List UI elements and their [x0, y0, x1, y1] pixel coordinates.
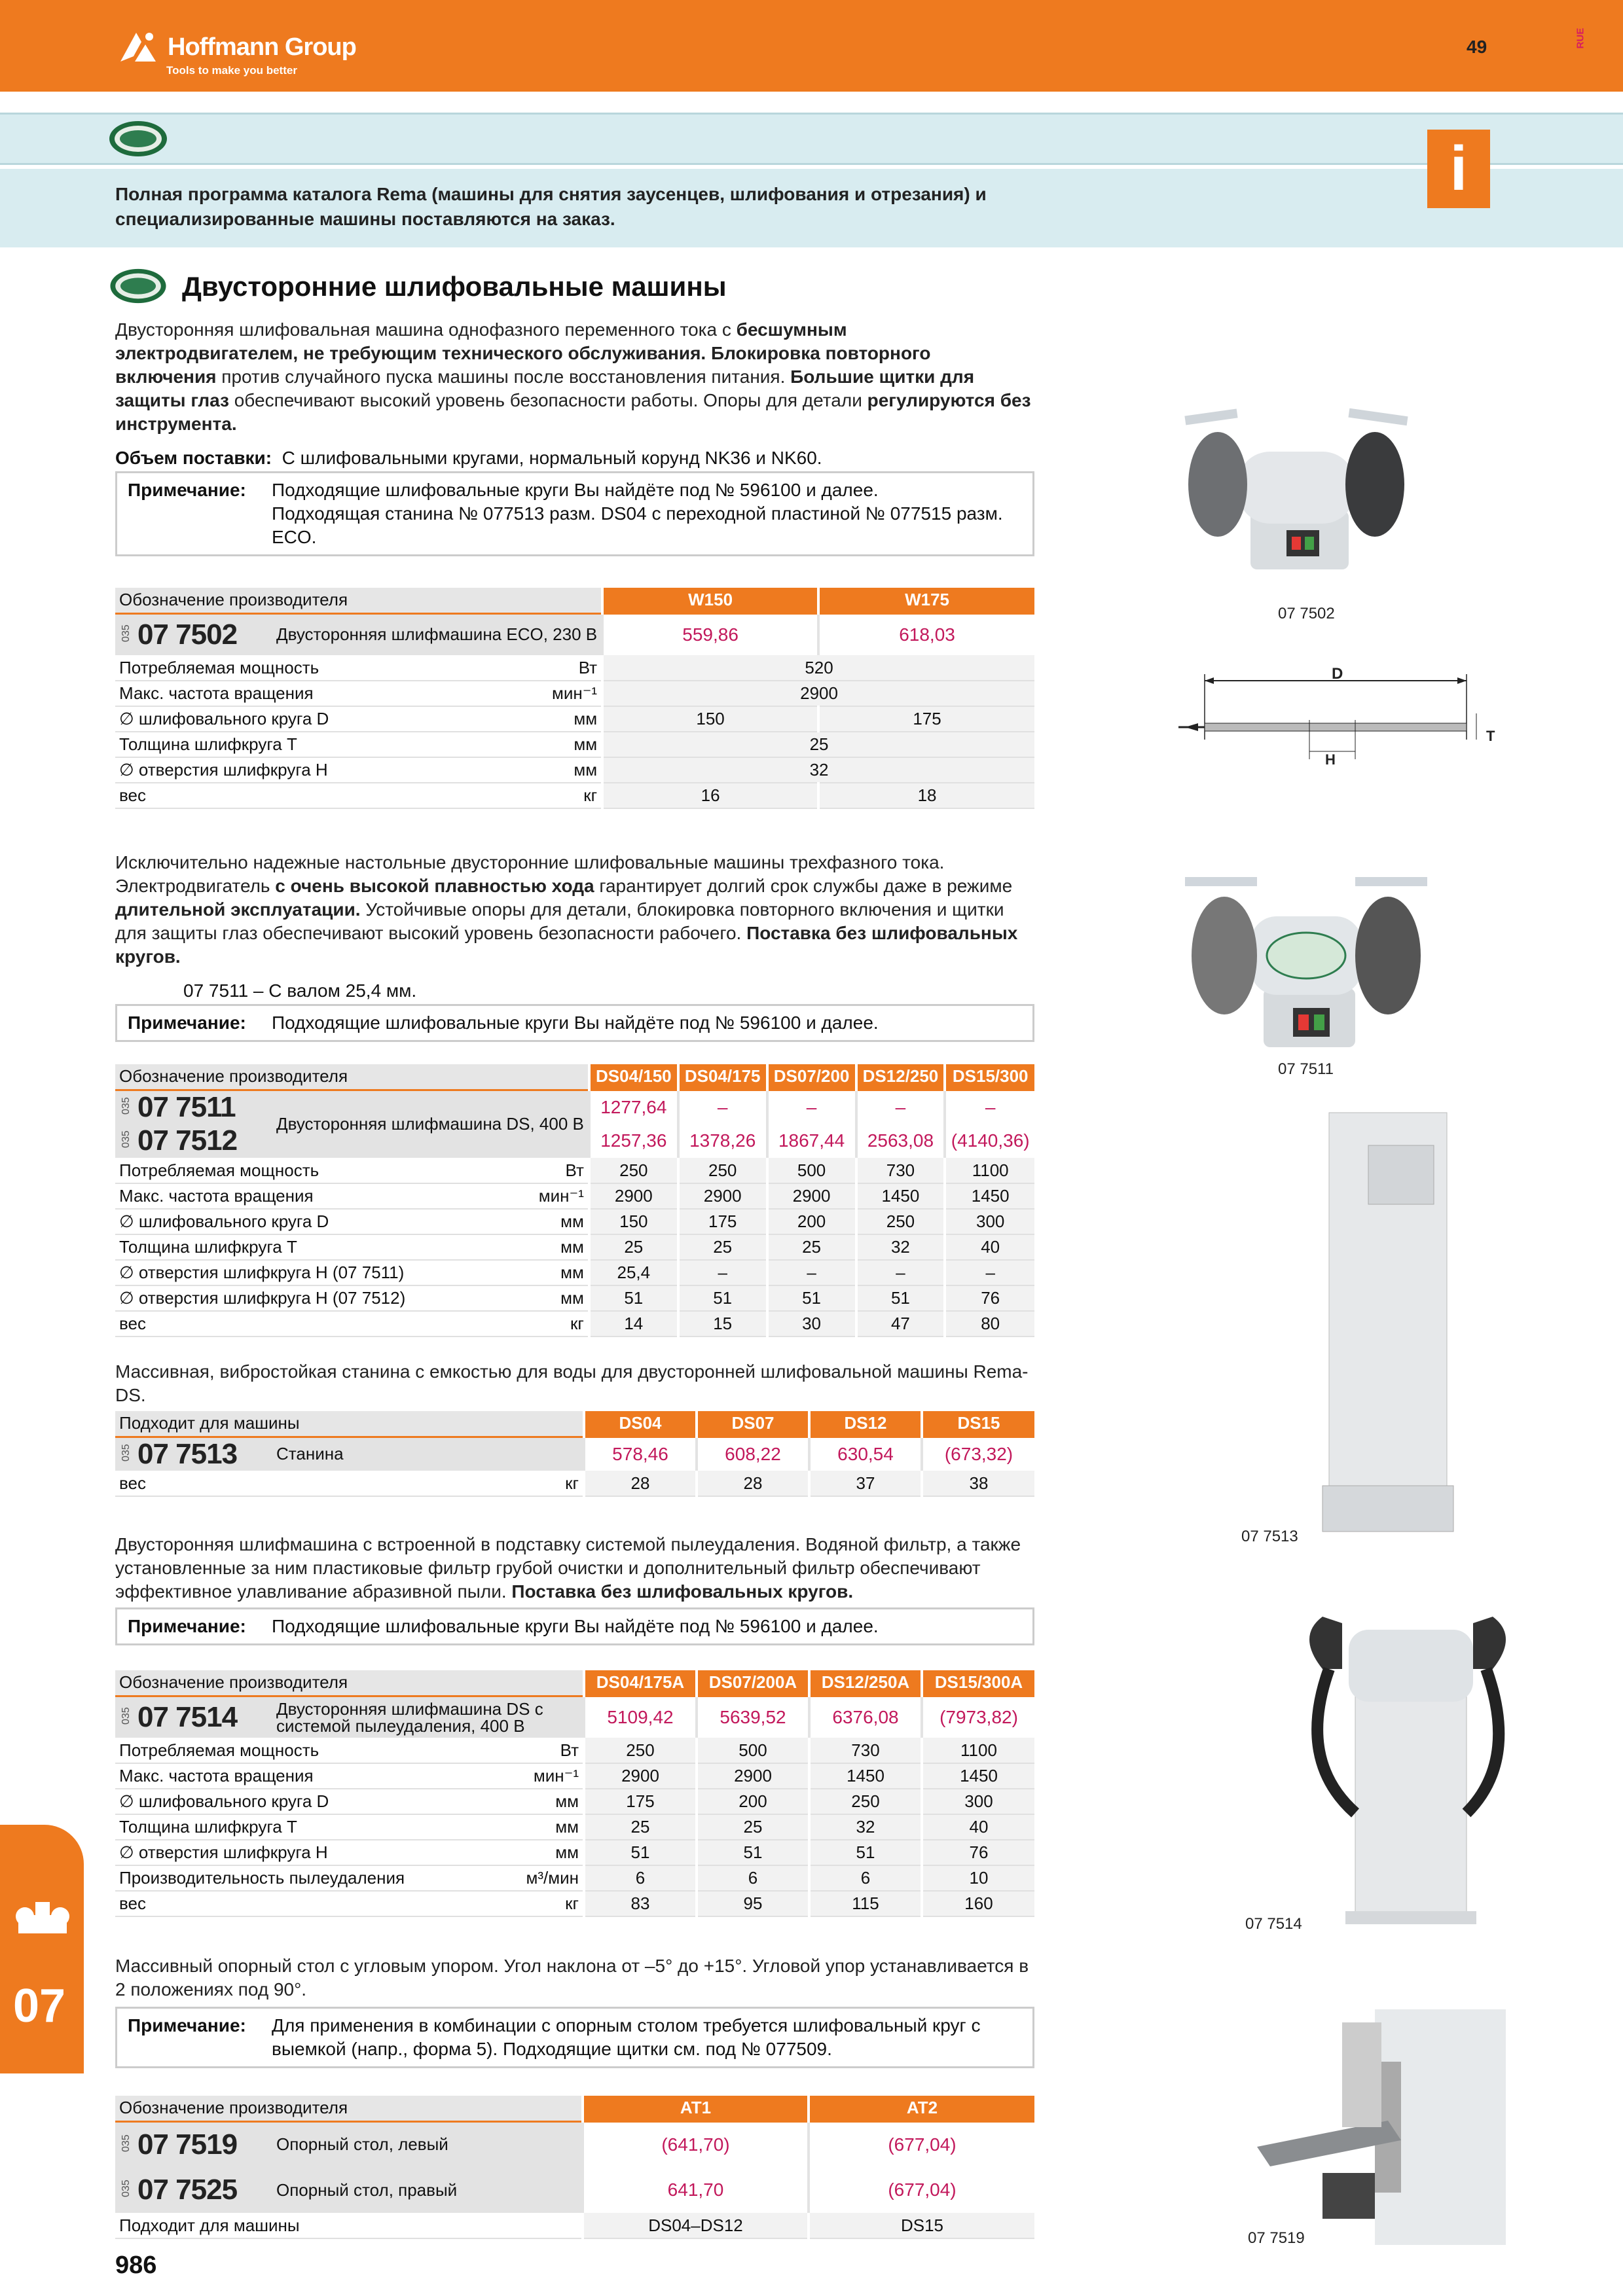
section1-description: Двусторонняя шлифовальная машина однофазного переменного тока с бесшумным электродвигателем, не требующим технического обслуживания. Блокировка повторного включения против случайного пуска машины после восстановления питания. Большие щитки для защиты глаз обеспечивают высокий уровень безопасности работы. Опоры для детали регулируются без инструмента. — [115, 319, 1031, 434]
variant-note: 07 7511 – С валом 25,4 мм. — [183, 980, 417, 1001]
grinder-with-extraction-image — [1283, 1597, 1532, 1931]
tool-rest-image — [1244, 2009, 1506, 2245]
page-number-bottom: 986 — [115, 2251, 157, 2279]
article-number: 07 7512 — [137, 1124, 238, 1157]
grinder-chapter-icon — [12, 1889, 73, 1950]
spec-table-077511-077512: Обозначение производителя DS04/150 DS04/175 DS07/200 DS12/250 DS15/300 035 07 7511 Двусторонняя шлифмашина DS, 400 В 1277,64 – – – – 035 07 7512 1257,36 1378,26 1867,44 2563,08 (4140,36) Потребляемая мощность Вт 250 250 500 730 1100 Макс. частота вращения мин⁻¹ 2900 2900 2900 1450 1450 ∅ шлифовального круга D мм 150 175 200 250 300 Толщина шлифкруга T мм 25 25 25 32 40 ∅ отверстия шлифкруга H (07 7511) мм 25,4 – – – – ∅ отверстия шлифкруга H (07 7512) мм 51 51 51 51 76 вес кг 14 15 30 47 80 — [115, 1064, 1034, 1337]
spec-row: Толщина шлифкруга T мм 25 25 32 40 — [115, 1814, 1034, 1840]
article-number: 07 7511 — [137, 1090, 236, 1123]
spec-row: вес кг 83 95 115 160 — [115, 1891, 1034, 1916]
spec-row: Производительность пылеудаления м³/мин 6 6 6 10 — [115, 1865, 1034, 1891]
spec-row: вес кг 14 15 30 47 80 — [115, 1311, 1034, 1336]
image-caption: 07 7513 — [1241, 1528, 1298, 1545]
section3-description: Массивная, вибростойкая станина с емкостью для воды для двусторонней шлифовальной машины Rema-DS. — [115, 1361, 1029, 1405]
spec-table-077514: Обозначение производителя DS04/175A DS07/200A DS12/250A DS15/300A 035 07 7514 Двусторонняя шлифмашина DS с системой пылеудаления, 400 В 5109,42 5639,52 6376,08 (7973,82) Потребляемая мощность Вт 250 500 730 1100 Макс. частота вращения мин⁻¹ 2900 2900 1450 1450 ∅ шлифовального круга D мм 175 200 250 300 Толщина шлифкруга T мм 25 25 32 40 ∅ отверстия шлифкруга H мм 51 51 51 76 Производительность пылеудаления м³/мин 6 6 6 10 вес кг 83 95 115 160 — [115, 1670, 1034, 1917]
note-box: Примечание: Для применения в комбинации с опорным столом требуется шлифовальный круг с выемкой (напр., форма 5). Подходящие щитки см. под № 077509. — [115, 2007, 1034, 2068]
brand-tagline: Tools to make you better — [166, 64, 297, 77]
bench-grinder-ds-image — [1165, 864, 1440, 1060]
spec-row: Макс. частота вращения мин⁻¹ 2900 2900 1450 1450 — [115, 1763, 1034, 1789]
language-code: RUE — [1575, 27, 1586, 49]
spec-table-077513: Подходит для машины DS04 DS07 DS12 DS15 035 07 7513 Станина 578,46 608,22 630,54 (673,32) вес кг 28 28 37 38 — [115, 1411, 1034, 1497]
dimension-label-h: H — [1325, 751, 1336, 768]
spec-table-077502: Обозначение производителя W150 W175 035 07 7502 Двусторонняя шлифмашина ECO, 230 В 559,86 618,03 Потребляемая мощность Вт 520 Макс. частота вращения мин⁻¹ 2900 ∅ шлифовального круга D мм 150 175 Толщина шлифкруга T мм 25 ∅ отверстия шлифкруга H мм 32 вес кг 16 18 — [115, 588, 1034, 809]
spec-row: Потребляемая мощность Вт 250 250 500 730 1100 — [115, 1158, 1034, 1183]
price: 559,86 — [602, 613, 818, 655]
spec-row: Макс. частота вращения мин⁻¹ 2900 2900 2900 1450 1450 — [115, 1183, 1034, 1209]
bench-grinder-eco-image — [1159, 393, 1421, 589]
page-number-top: 49 — [1467, 37, 1487, 57]
article-number: 07 7513 — [137, 1437, 238, 1470]
chapter-tab — [0, 1825, 84, 2073]
spec-row: Толщина шлифкруга T мм 25 25 25 32 40 — [115, 1234, 1034, 1260]
spec-row: ∅ отверстия шлифкруга H (07 7511) мм 25,4 – – – – — [115, 1260, 1034, 1285]
note-box: Примечание: Подходящие шлифовальные круги Вы найдёте под № 596100 и далее. Подходящая станина № 077513 разм. DS04 с переходной пластиной № 077515 разм. ECO. — [115, 471, 1034, 556]
dimension-label-t: T — [1486, 728, 1495, 744]
article-number: 07 7502 — [137, 618, 238, 651]
image-caption: 07 7511 — [1278, 1060, 1334, 1078]
grinding-wheel-dimension-diagram — [1178, 661, 1480, 759]
spec-row: ∅ шлифовального круга D мм 175 200 250 300 — [115, 1789, 1034, 1814]
note-box: Примечание: Подходящие шлифовальные круги Вы найдёте под № 596100 и далее. — [115, 1607, 1034, 1645]
spec-row: ∅ шлифовального круга D мм 150 175 200 250 300 — [115, 1209, 1034, 1234]
brand-name: Hoffmann Group — [168, 33, 356, 61]
image-caption: 07 7514 — [1245, 1915, 1302, 1933]
dimension-label-d: D — [1332, 665, 1343, 683]
spec-row: ∅ отверстия шлифкруга H (07 7512) мм 51 51 51 51 76 — [115, 1285, 1034, 1311]
page-title: Двусторонние шлифовальные машины — [182, 271, 727, 302]
rema-logo-icon — [108, 267, 168, 305]
delivery-scope: Объем поставки: С шлифовальными кругами, нормальный корунд NK36 и NK60. — [115, 448, 822, 468]
image-caption: 07 7502 — [1278, 605, 1335, 622]
image-caption: 07 7519 — [1248, 2229, 1305, 2247]
price: 618,03 — [818, 613, 1034, 655]
note-box: Примечание: Подходящие шлифовальные круги Вы найдёте под № 596100 и далее. — [115, 1004, 1034, 1042]
spec-row: ∅ отверстия шлифкруга H мм 51 51 51 76 — [115, 1840, 1034, 1865]
spec-row: Потребляемая мощность Вт 250 500 730 1100 — [115, 1738, 1034, 1763]
hoffmann-logo-icon — [115, 27, 161, 67]
machine-stand-image — [1309, 1106, 1467, 1538]
section4-description: Двусторонняя шлифмашина с встроенной в подставку системой пылеудаления. Водяной фильтр, а также установленные за ним пластиковые фильтр грубой очистки и дополнительный фильтр обеспечивают эффективное улавливание абразивной пыли. Поставка без шлифовальных кругов. — [115, 1534, 1021, 1602]
intro-text: Полная программа каталога Rema (машины для снятия заусенцев, шлифования и отрезания) и специализированные машины поставляются на заказ. — [115, 184, 987, 229]
article-number: 07 7519 — [137, 2128, 238, 2161]
chapter-number: 07 — [13, 1980, 66, 2032]
info-band — [0, 113, 1623, 165]
info-icon: i — [1427, 130, 1490, 208]
section5-description: Массивный опорный стол с угловым упором. Угол наклона от –5° до +15°. Угловой упор устанавливается в 2 положениях под 90°. — [115, 1956, 1029, 2000]
article-number: 07 7525 — [137, 2174, 238, 2206]
hoffmann-logo — [115, 27, 356, 77]
section2-description: Исключительно надежные настольные двусторонние шлифовальные машины трехфазного тока. Электродвигатель с очень высокой плавностью хода гарантирует долгий срок службы даже в режиме длительной эксплуатации. Устойчивые опоры для детали, блокировка повторного включения и щитки для защиты глаз обеспечивают высокий уровень безопасности рабочего. Поставка без шлифовальных кругов. — [115, 852, 1018, 967]
spec-table-077519-077525: Обозначение производителя AT1 AT2 035 07 7519 Опорный стол, левый (641,70) (677,04) 035 07 7525 Опорный стол, правый 641,70 (677,04) Подходит для машины DS04–DS12 DS15 — [115, 2096, 1034, 2239]
article-number: 07 7514 — [137, 1700, 238, 1733]
rema-logo-icon — [108, 119, 168, 158]
